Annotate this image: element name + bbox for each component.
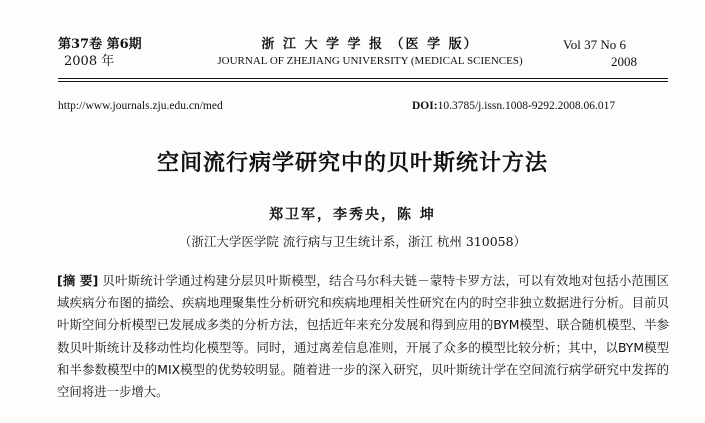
volume-issue-cn (58, 36, 142, 70)
article-affiliation: （浙江大学医学院 流行病与卫生统计系，浙江 杭州 310058） (178, 234, 527, 249)
abstract-text: 贝叶斯统计学通过构建分层贝叶斯模型，结合马尔科夫链－蒙特卡罗方法，可以有效地对包括小范围区域疾病分布图的描绘、疾病地理聚集性分析研究和疾病地理相关性研究在内的时空非独立数据进行分析。目前贝叶斯空间分析模型已发展成多类的分析方法，包括近年来充分发展和得到应用的BYM模型、联合随机模型、半参数贝叶斯统计及移动性均化模型等。同时，通过离差信息准则，开展了众多的模型比较分析；其中，以BYM模型和半参数模型中的MIX模型的优势较明显。随着进一步的深入研究，贝叶斯统计学在空间流行病学研究中发挥的空间将进一步增大。 (57, 273, 670, 400)
header-rule-top (58, 78, 668, 79)
journal-name-cn: 浙 江 大 学 学 报 （医 学 版） (261, 37, 479, 52)
volume-issue-en (563, 36, 637, 70)
header-rule-bottom (58, 81, 668, 82)
article-title: 空间流行病学研究中的贝叶斯统计方法 (156, 150, 548, 176)
abstract-label: [摘 要] (57, 273, 99, 288)
journal-url[interactable]: http://www.journals.zju.edu.cn/med (58, 100, 223, 112)
journal-name-en: JOURNAL OF ZHEJIANG UNIVERSITY (MEDICAL SCIENCES) (217, 55, 523, 67)
year-cn: 2008 年 (64, 54, 115, 69)
volume-issue-cn-text: 第37卷 第6期 (58, 37, 142, 52)
doi (412, 100, 615, 112)
doi-label: DOI: (412, 100, 438, 112)
abstract (57, 270, 669, 403)
year-en: 2008 (611, 54, 637, 69)
journal-name (200, 36, 540, 70)
article-authors: 郑卫军，李秀央，陈 坤 (269, 207, 436, 223)
volume-issue-en-text: Vol 37 No 6 (563, 37, 626, 52)
doi-value: 10.3785/j.issn.1008-9292.2008.06.017 (437, 100, 616, 112)
